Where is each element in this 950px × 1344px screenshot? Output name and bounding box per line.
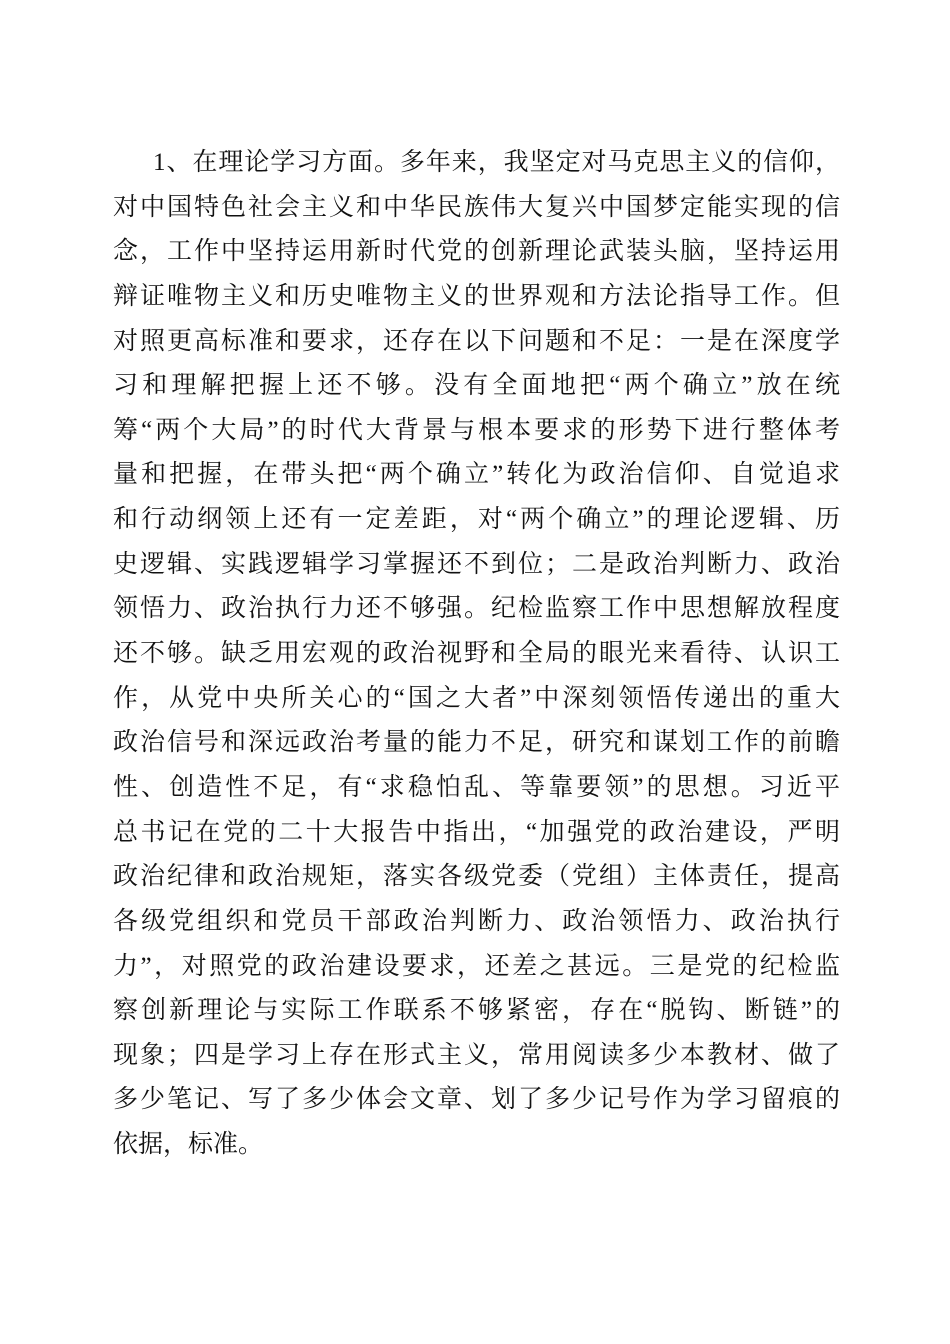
paragraph-line: 对照更高标准和要求，还存在以下问题和不足：一是在深度学	[113, 327, 840, 355]
paragraph-line: 政治信号和深远政治考量的能力不足，研究和谋划工作的前瞻	[113, 729, 840, 757]
paragraph-line: 现象；四是学习上存在形式主义，常用阅读多少本教材、做了	[113, 1041, 840, 1069]
paragraph-line: 总书记在党的二十大报告中指出，“加强党的政治建设，严明	[113, 818, 840, 846]
paragraph-line: 量和把握，在带头把“两个确立”转化为政治信仰、自觉追求	[113, 461, 840, 489]
paragraph-line: 性、创造性不足，有“求稳怕乱、等靠要领”的思想。习近平	[113, 773, 840, 801]
paragraph-line: 和行动纲领上还有一定差距，对“两个确立”的理论逻辑、历	[113, 506, 840, 534]
paragraph-line: 作，从党中央所关心的“国之大者”中深刻领悟传递出的重大	[113, 684, 840, 712]
paragraph-line: 1、在理论学习方面。多年来，我坚定对马克思主义的信仰，	[153, 149, 840, 176]
paragraph-line: 念，工作中坚持运用新时代党的创新理论武装头脑，坚持运用	[113, 238, 840, 266]
paragraph-line: 辩证唯物主义和历史唯物主义的世界观和方法论指导工作。但	[113, 282, 840, 310]
paragraph-line: 多少笔记、写了多少体会文章、划了多少记号作为学习留痕的	[113, 1086, 840, 1114]
paragraph-line: 力”，对照党的政治建设要求，还差之甚远。三是党的纪检监	[113, 952, 840, 980]
paragraph-line: 政治纪律和政治规矩，落实各级党委（党组）主体责任，提高	[113, 863, 840, 891]
paragraph-line: 还不够。缺乏用宏观的政治视野和全局的眼光来看待、认识工	[113, 640, 840, 668]
paragraph-line: 依据，标准。	[113, 1131, 264, 1159]
paragraph-line: 领悟力、政治执行力还不够强。纪检监察工作中思想解放程度	[113, 595, 840, 623]
paragraph-theory-study	[113, 141, 840, 1168]
paragraph-line: 对中国特色社会主义和中华民族伟大复兴中国梦定能实现的信	[113, 193, 840, 221]
paragraph-line: 筹“两个大局”的时代大背景与根本要求的形势下进行整体考	[113, 416, 840, 444]
paragraph-line: 习和理解把握上还不够。没有全面地把“两个确立”放在统	[113, 372, 840, 400]
paragraph-line: 史逻辑、实践逻辑学习掌握还不到位；二是政治判断力、政治	[113, 550, 840, 578]
paragraph-line: 察创新理论与实际工作联系不够紧密，存在“脱钩、断链”的	[113, 997, 840, 1025]
paragraph-line: 各级党组织和党员干部政治判断力、政治领悟力、政治执行	[113, 907, 840, 935]
